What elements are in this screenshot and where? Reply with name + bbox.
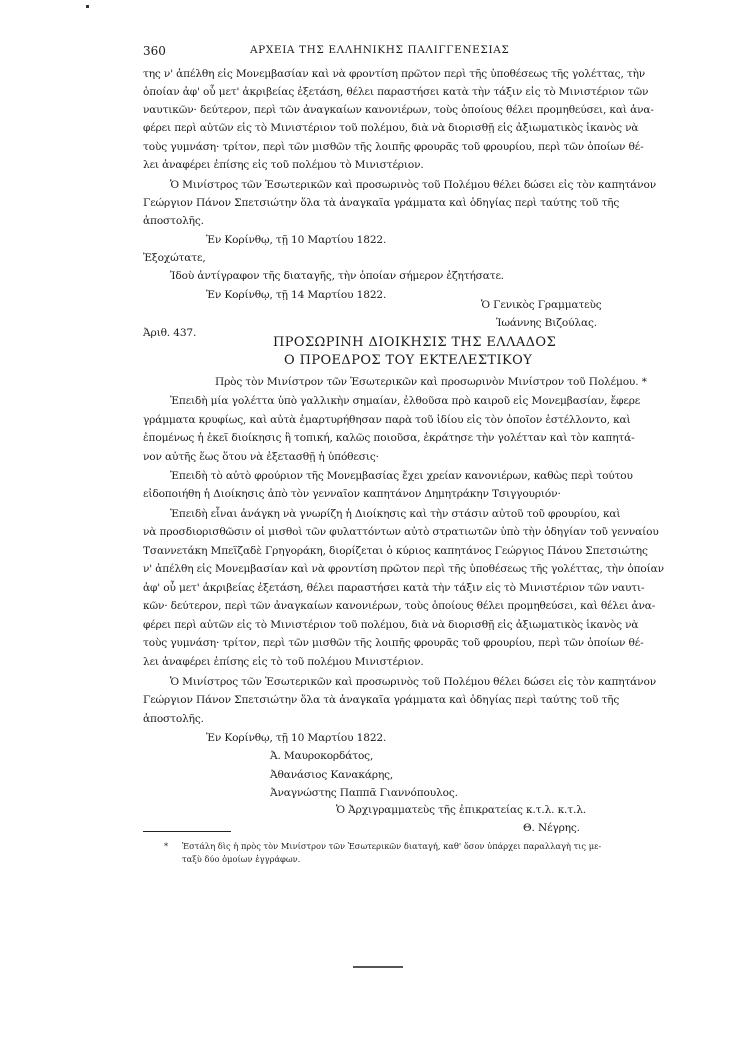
document-date: Ἐν Κορίνθῳ, τῇ 10 Μαρτίου 1822.: [206, 732, 387, 744]
section1-line-9: ἀποστολῆς.: [143, 215, 204, 227]
section1-signer-name: Ἰωάννης Βιζούλας.: [496, 317, 597, 329]
chief-secretary-title: Ὁ Ἀρχιγραμματεὺς τῆς ἐπικρατείας κ.τ.λ. κ.τ.λ.: [336, 804, 586, 816]
page-number: 360: [143, 44, 166, 58]
signatory-3: Ἀναγνώστης Παππᾶ Γιαννόπουλος.: [270, 787, 458, 799]
section1-line-4: φέρει περὶ αὐτῶν εἰς τὸ Μινιστέριον τοῦ πολέμου, διὰ νὰ διορισθῇ εἰς ἀξιωματικὸς ἱκανὸς νὰ: [143, 122, 639, 134]
body-line-16: Ὁ Μινίστρος τῶν Ἐσωτερικῶν καὶ προσωρινὸς τοῦ Πολέμου θέλει δώσει εἰς τὸν καπητάνον: [170, 676, 656, 688]
section1-signer-title: Ὁ Γενικὸς Γραμματεὺς: [481, 299, 602, 311]
body-line-5: Ἐπειδὴ τὸ αὐτὸ φρούριον τῆς Μονεμβασίας ἔχει χρείαν κανονιέρων, καθὼς περὶ τούτου: [170, 470, 633, 482]
footnote-line-1: Ἐστάλη δὶς ἡ πρὸς τὸν Μινίστρον τῶν Ἐσωτερικῶν διαταγή, καθ' ὅσον ὑπάρχει παραλλαγὴ τις με-: [182, 841, 602, 851]
body-line-9: Τσαννετάκη Μπεϊζαδὲ Γρηγοράκη, διορίζεται ὁ κύριος καπητάνος Γεώργιος Πάνου Σπετσιώτης: [143, 545, 648, 557]
section1-line-5: τοὺς γυμνάση· τρίτον, περὶ τῶν μισθῶν τῆς λοιπῆς φρουρᾶς τοῦ φρουρίου, περὶ τῶν ὁποίων θέ-: [143, 141, 644, 153]
running-title: ΑΡΧΕΙΑ ΤΗΣ ΕΛΛΗΝΙΚΗΣ ΠΑΛΙΓΓΕΝΕΣΙΑΣ: [250, 44, 510, 56]
body-line-1: Ἐπειδὴ μία γολέττα ὑπὸ γαλλικὴν σημαίαν, ἐλθοῦσα πρὸ καιροῦ εἰς Μονεμβασίαν, ἔφερε: [170, 395, 641, 407]
body-line-8: νὰ προσδιορισθῶσιν οἱ μισθοὶ τῶν φυλαττόντων αὐτὸ στρατιωτῶν ὑπὸ τὴν ὁδηγίαν τοῦ γενναίου: [143, 526, 659, 538]
chief-secretary-name: Θ. Νέγρης.: [523, 822, 580, 834]
document-number: Ἀριθ. 437.: [143, 327, 197, 339]
body-line-12: κῶν· δεύτερον, περὶ τῶν ἀναγκαίων κανονιέρων, τοὺς ὁποίους θέλει προμηθεύσει, καὶ θέλει ἀνα-: [143, 600, 656, 612]
section1-line-3: ναυτικῶν· δεύτερον, περὶ τῶν ἀναγκαίων κανονιέρων, τοὺς ὁποίους θέλει προμηθεύσει, καὶ ἀνα-: [143, 104, 654, 116]
scan-mark-bottom: [353, 966, 403, 968]
document-title-1: ΠΡΟΣΩΡΙΝΗ ΔΙΟΙΚΗΣΙΣ ΤΗΣ ΕΛΛΑΔΟΣ: [273, 335, 557, 350]
body-line-3: ἐπομένως ἡ ἐκεῖ διοίκησις ἢ τοπική, καλῶς ποιοῦσα, ἐκράτησε τὴν γολέτταν καὶ τὸν καπητά-: [143, 432, 635, 444]
section1-date: Ἐν Κορίνθῳ, τῇ 10 Μαρτίου 1822.: [206, 234, 387, 246]
body-line-4: νον αὐτῆς ἕως ὅτου νὰ ἐξετασθῇ ἡ ὑπόθεσις·: [143, 451, 379, 463]
body-line-2: γράμματα κρυφίως, καὶ αὐτὰ ἐμαρτυρήθησαν παρὰ τοῦ ἰδίου εἰς τὸν ὁποῖον ἐστέλλοντο, καὶ: [143, 414, 631, 426]
section1-line-7: Ὁ Μινίστρος τῶν Ἐσωτερικῶν καὶ προσωρινὸς τοῦ Πολέμου θέλει δώσει εἰς τὸν καπητάνον: [170, 179, 656, 191]
body-line-18: ἀποστολῆς.: [143, 713, 204, 725]
body-line-14: τοὺς γυμνάση· τρίτον, περὶ τῶν μισθῶν τῆς λοιπῆς φρουρᾶς τοῦ φρουρίου, περὶ τῶν ὁποίων θέ-: [143, 637, 644, 649]
document-addressee: Πρὸς τὸν Μινίστρον τῶν Ἐσωτερικῶν καὶ προσωρινὸν Μινίστρον τοῦ Πολέμου. *: [215, 376, 647, 388]
scan-mark-top: [86, 5, 89, 8]
section1-line-2: ὁποίαν ἀφ' οὗ μετ' ἀκριβείας ἐξετάση, θέλει παραστήσει κατὰ τὴν τάξιν εἰς τὸ Μινιστέριον τῶν: [143, 86, 649, 98]
body-line-6: εἰδοποιήθη ἡ Διοίκησις ἀπὸ τὸν γενναῖον καπητάνον Δημητράκην Τσιγγουριόν·: [143, 488, 561, 500]
section1-salutation: Ἐξοχώτατε,: [143, 252, 206, 264]
body-line-7: Ἐπειδὴ εἶναι ἀνάγκη νὰ γνωρίζη ἡ Διοίκησις καὶ τὴν στάσιν αὐτοῦ τοῦ φρουρίου, καὶ: [170, 508, 621, 520]
section1-line-6: λει ἀναφέρει ἐπίσης εἰς τοῦ πολέμου τὸ Μινιστέριον.: [143, 159, 424, 171]
section1-line-1: της ν' ἀπέλθη εἰς Μονεμβασίαν καὶ νὰ φροντίση πρῶτον περὶ τῆς ὑποθέσεως τῆς γολέττας, τὴν: [143, 68, 646, 80]
footnote-mark: *: [164, 841, 169, 851]
footnote-line-2: ταξὺ δύο ὁμοίων ἐγγράφων.: [182, 854, 301, 864]
body-line-10: ν' ἀπέλθη εἰς Μονεμβασίαν καὶ νὰ φροντίση πρῶτον περὶ τῆς ὑποθέσεως τῆς γολέττας, τὴν ὁποίαν: [143, 563, 664, 575]
body-line-17: Γεώργιον Πάνον Σπετσιώτην ὅλα τὰ ἀναγκαῖα γράμματα καὶ ὁδηγίας περὶ ταύτης τοῦ τῆς: [143, 694, 620, 706]
section1-copy-date: Ἐν Κορίνθῳ, τῇ 14 Μαρτίου 1822.: [206, 289, 387, 301]
section1-line-8: Γεώργιον Πάνον Σπετσιώτην ὅλα τὰ ἀναγκαῖα γράμματα καὶ ὁδηγίας περὶ ταύτης τοῦ τῆς: [143, 197, 620, 209]
signatory-1: Ἀ. Μαυροκορδάτος,: [270, 750, 374, 762]
signatory-2: Ἀθανάσιος Κανακάρης,: [270, 769, 394, 781]
section1-copy-line: Ἰδοὺ ἀντίγραφον τῆς διαταγῆς, τὴν ὁποίαν σήμερον ἐζητήσατε.: [170, 270, 505, 282]
body-line-13: φέρει περὶ αὐτῶν εἰς τὸ Μινιστέριον τοῦ πολέμου, διὰ νὰ διορισθῇ εἰς ἀξιωματικὸς ἱκανὸς νὰ: [143, 619, 639, 631]
body-line-15: λει ἀναφέρει ἐπίσης εἰς τὸ τοῦ πολέμου Μινιστέριον.: [143, 656, 424, 668]
document-title-2: Ο ΠΡΟΕΔΡΟΣ ΤΟΥ ΕΚΤΕΛΕΣΤΙΚΟΥ: [284, 353, 533, 368]
body-line-11: ἀφ' οὗ μετ' ἀκριβείας ἐξετάση, θέλει παραστήσει κατὰ τὴν τάξιν εἰς τὸ Μινιστέριον τῶν ναυτι-: [143, 582, 645, 594]
footnote-rule: [143, 831, 231, 832]
